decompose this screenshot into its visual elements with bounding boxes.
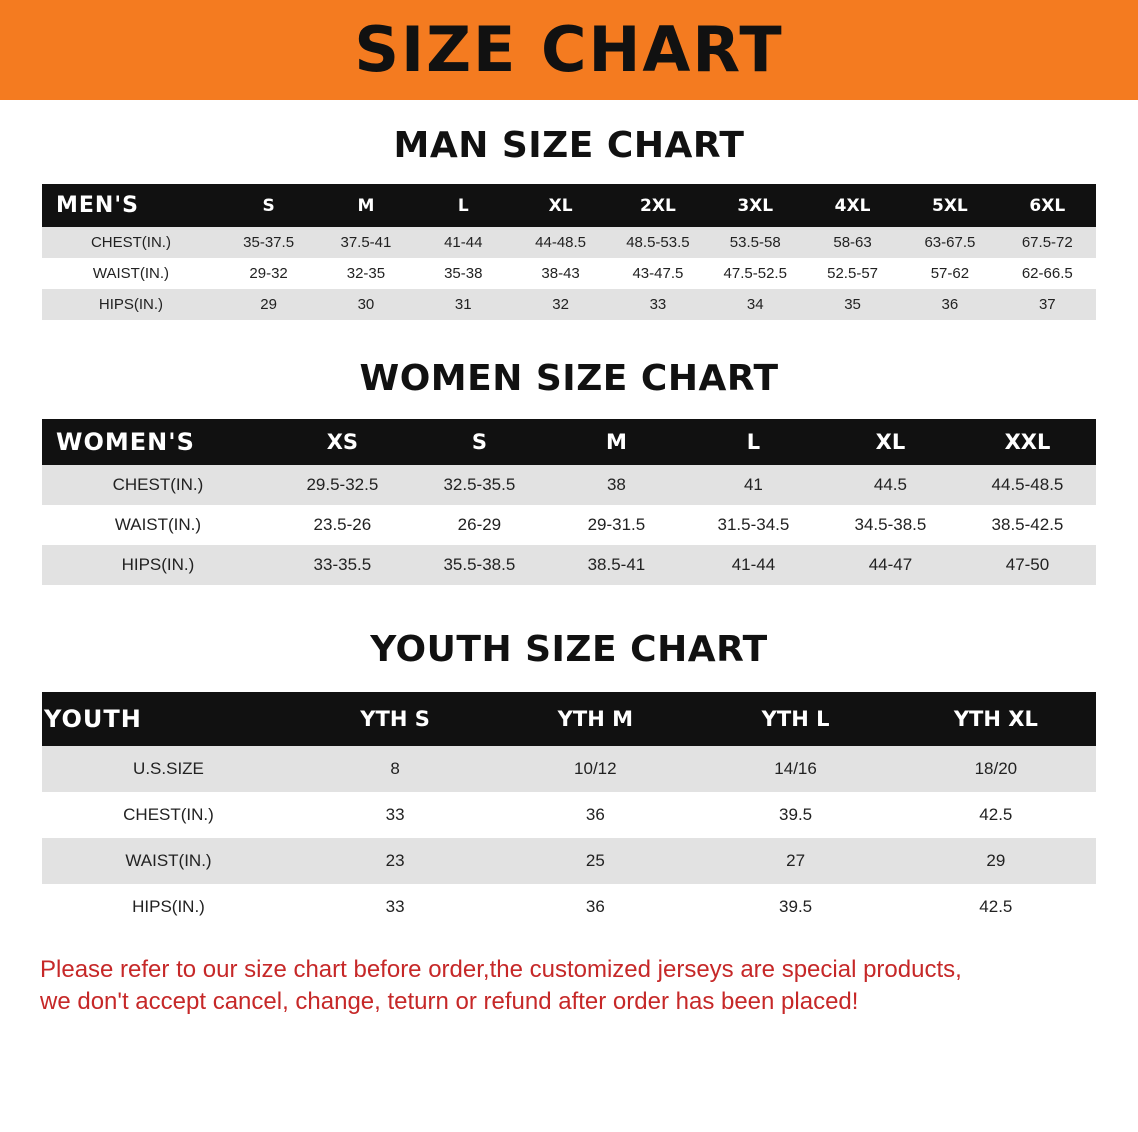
disclaimer-line-1: Please refer to our size chart before order,the customized jerseys are special products, [40, 956, 962, 983]
row-label: WAIST(IN.) [42, 505, 274, 545]
table-row [42, 227, 1096, 258]
column-header: 3XL [707, 184, 804, 227]
table-cell: 31.5-34.5 [685, 505, 822, 545]
column-header: XS [274, 419, 411, 465]
table-cell: 47.5-52.5 [707, 258, 804, 289]
row-label: WAIST(IN.) [42, 258, 220, 289]
table-cell: 27 [695, 838, 895, 884]
row-label: HIPS(IN.) [42, 289, 220, 320]
table-cell: 23.5-26 [274, 505, 411, 545]
table-header-row [42, 692, 1096, 746]
row-label: CHEST(IN.) [42, 792, 295, 838]
column-header: XL [822, 419, 959, 465]
column-header: YTH XL [896, 692, 1096, 746]
column-header: YOUTH [42, 692, 295, 746]
table-row [42, 505, 1096, 545]
row-label: CHEST(IN.) [42, 465, 274, 505]
column-header: M [548, 419, 685, 465]
column-header: YTH M [495, 692, 695, 746]
table-cell: 38 [548, 465, 685, 505]
table-cell: 57-62 [901, 258, 998, 289]
table-cell: 31 [415, 289, 512, 320]
table-cell: 39.5 [695, 884, 895, 930]
table-cell: 47-50 [959, 545, 1096, 585]
table-cell: 8 [295, 746, 495, 792]
table-cell: 34 [707, 289, 804, 320]
column-header: S [220, 184, 317, 227]
table-cell: 36 [495, 884, 695, 930]
women-size-table [42, 419, 1096, 585]
page-title: SIZE CHART [354, 13, 784, 86]
table-cell: 63-67.5 [901, 227, 998, 258]
table-header-row [42, 184, 1096, 227]
table-cell: 38.5-42.5 [959, 505, 1096, 545]
youth-size-table [42, 692, 1096, 930]
table-cell: 10/12 [495, 746, 695, 792]
disclaimer-note [40, 954, 1098, 1019]
man-table-wrap [0, 184, 1138, 320]
women-section-heading: WOMEN SIZE CHART [359, 358, 779, 399]
table-cell: 29 [220, 289, 317, 320]
table-cell: 67.5-72 [999, 227, 1096, 258]
table-cell: 41 [685, 465, 822, 505]
table-cell: 36 [901, 289, 998, 320]
table-cell: 44.5 [822, 465, 959, 505]
table-cell: 36 [495, 792, 695, 838]
row-label: HIPS(IN.) [42, 884, 295, 930]
table-cell: 29.5-32.5 [274, 465, 411, 505]
column-header: MEN'S [42, 184, 220, 227]
table-cell: 37 [999, 289, 1096, 320]
table-cell: 38.5-41 [548, 545, 685, 585]
table-cell: 44-48.5 [512, 227, 609, 258]
table-cell: 41-44 [685, 545, 822, 585]
man-section-heading: MAN SIZE CHART [393, 125, 745, 166]
table-cell: 52.5-57 [804, 258, 901, 289]
column-header: XL [512, 184, 609, 227]
table-cell: 26-29 [411, 505, 548, 545]
youth-table-wrap [0, 692, 1138, 930]
table-cell: 58-63 [804, 227, 901, 258]
man-size-table [42, 184, 1096, 320]
column-header: YTH S [295, 692, 495, 746]
table-cell: 32.5-35.5 [411, 465, 548, 505]
row-label: CHEST(IN.) [42, 227, 220, 258]
table-cell: 42.5 [896, 884, 1096, 930]
table-cell: 33 [295, 884, 495, 930]
table-cell: 35 [804, 289, 901, 320]
table-cell: 18/20 [896, 746, 1096, 792]
table-cell: 33-35.5 [274, 545, 411, 585]
table-cell: 32 [512, 289, 609, 320]
table-row [42, 884, 1096, 930]
table-cell: 38-43 [512, 258, 609, 289]
table-cell: 29-31.5 [548, 505, 685, 545]
column-header: M [317, 184, 414, 227]
table-cell: 32-35 [317, 258, 414, 289]
table-row [42, 792, 1096, 838]
table-row [42, 838, 1096, 884]
table-row [42, 258, 1096, 289]
table-cell: 29-32 [220, 258, 317, 289]
table-cell: 23 [295, 838, 495, 884]
column-header: XXL [959, 419, 1096, 465]
column-header: YTH L [695, 692, 895, 746]
column-header: 5XL [901, 184, 998, 227]
youth-section-heading: YOUTH SIZE CHART [370, 629, 768, 670]
table-cell: 62-66.5 [999, 258, 1096, 289]
table-cell: 53.5-58 [707, 227, 804, 258]
table-cell: 33 [609, 289, 706, 320]
column-header: 2XL [609, 184, 706, 227]
table-header-row [42, 419, 1096, 465]
table-cell: 44.5-48.5 [959, 465, 1096, 505]
table-cell: 44-47 [822, 545, 959, 585]
table-cell: 35-37.5 [220, 227, 317, 258]
table-row [42, 289, 1096, 320]
row-label: U.S.SIZE [42, 746, 295, 792]
table-cell: 35-38 [415, 258, 512, 289]
table-row [42, 465, 1096, 505]
column-header: L [685, 419, 822, 465]
table-cell: 30 [317, 289, 414, 320]
table-cell: 35.5-38.5 [411, 545, 548, 585]
table-cell: 29 [896, 838, 1096, 884]
table-cell: 39.5 [695, 792, 895, 838]
disclaimer-line-2: we don't accept cancel, change, teturn or refund after order has been placed! [40, 988, 859, 1016]
table-cell: 14/16 [695, 746, 895, 792]
table-cell: 43-47.5 [609, 258, 706, 289]
column-header: 6XL [999, 184, 1096, 227]
table-cell: 25 [495, 838, 695, 884]
column-header: WOMEN'S [42, 419, 274, 465]
banner [0, 0, 1138, 100]
column-header: L [415, 184, 512, 227]
row-label: HIPS(IN.) [42, 545, 274, 585]
column-header: 4XL [804, 184, 901, 227]
table-row [42, 746, 1096, 792]
row-label: WAIST(IN.) [42, 838, 295, 884]
table-cell: 37.5-41 [317, 227, 414, 258]
table-cell: 42.5 [896, 792, 1096, 838]
table-cell: 41-44 [415, 227, 512, 258]
table-row [42, 545, 1096, 585]
table-cell: 34.5-38.5 [822, 505, 959, 545]
table-cell: 48.5-53.5 [609, 227, 706, 258]
column-header: S [411, 419, 548, 465]
women-table-wrap [0, 419, 1138, 585]
table-cell: 33 [295, 792, 495, 838]
